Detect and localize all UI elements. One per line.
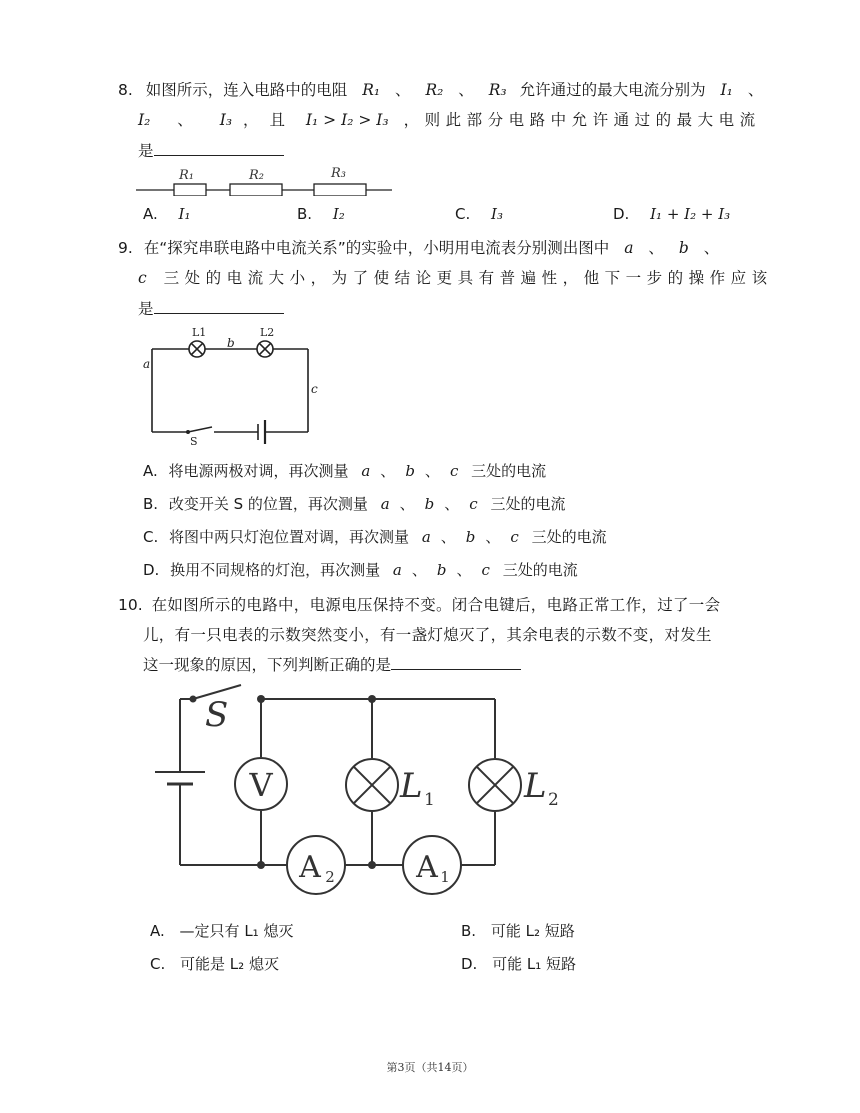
option-sep: 、 (444, 495, 460, 513)
q10-fig-l1-sub: 1 (424, 790, 435, 810)
ammeter-a2-icon (287, 836, 345, 894)
q10-line1 (118, 595, 720, 615)
option-a: a (392, 561, 402, 579)
q9-series-circuit-diagram (140, 322, 320, 446)
option-text: 可能 L₂ 短路 (490, 922, 575, 940)
option-text: 三处的电流 (502, 561, 578, 579)
option-label: D. (461, 955, 478, 973)
q9-fig-l1: L1 (192, 326, 207, 339)
option-text: 三处的电流 (490, 495, 566, 513)
option-sep: 、 (411, 561, 427, 579)
q10-fig-a2: A (299, 850, 321, 885)
option-b: b (465, 528, 476, 546)
ammeter-a1-icon (403, 836, 461, 894)
option-label: A. (143, 462, 158, 480)
q9-text-2: 三处的电流大小，为了使结论更具有普遍性，他下一步的操作应该 (163, 269, 773, 287)
lamp-l1-icon (189, 341, 205, 357)
voltmeter-icon (235, 758, 287, 810)
q10-fig-a2-sub: 2 (325, 868, 335, 886)
q9-option-d[interactable] (143, 559, 578, 580)
option-b: b (436, 561, 447, 579)
q8-line3 (138, 139, 284, 161)
q9-a: a (624, 239, 634, 257)
option-sep: 、 (424, 462, 440, 480)
q8-option-d[interactable] (613, 205, 730, 223)
q8-i3: I₃ (219, 111, 233, 129)
option-a: a (421, 528, 431, 546)
q9-fig-s: S (190, 435, 198, 446)
q10-option-b[interactable] (461, 920, 575, 941)
junction-dot-icon (257, 695, 265, 703)
q9-number: 9. (118, 239, 133, 257)
option-label: B. (143, 495, 159, 513)
option-text: 三处的电流 (531, 528, 607, 546)
option-b: b (405, 462, 415, 480)
q9-option-c[interactable] (143, 526, 607, 547)
q8-fig-r2: R₂ (249, 168, 264, 183)
option-text: 改变开关 S 的位置，再次测量 (168, 495, 368, 513)
q10-parallel-circuit-diagram (145, 684, 570, 914)
q8-text-3: ，则此部分电路中允许通过的最大电流 (403, 111, 761, 129)
q9-line2 (138, 268, 773, 288)
option-sep: 、 (456, 561, 472, 579)
option-label: D. (143, 561, 160, 579)
option-text: I₁ + I₂ + I₃ (650, 205, 731, 223)
option-sep: 、 (380, 462, 396, 480)
q8-line2 (138, 110, 761, 130)
q10-fig-l2-sub: 2 (548, 790, 559, 810)
q10-fig-l1: L (400, 766, 423, 806)
q8-text-1: 如图所示，连入电路中的电阻 (145, 81, 348, 99)
q8-text-2: 允许通过的最大电流分别为 (519, 81, 706, 99)
q10-fig-a1: A (416, 850, 438, 885)
resistor-r1-icon (174, 184, 206, 196)
option-c: c (510, 528, 519, 546)
q9-fig-c: c (311, 382, 318, 396)
option-text: I₃ (491, 205, 503, 223)
q9-text-1: 在“探究串联电路中电流关系”的实验中，小明用电流表分别测出图中 (143, 239, 610, 257)
q9-text-3: 是 (138, 300, 154, 318)
q9-c: c (138, 269, 147, 287)
q8-i1: I₁ (720, 81, 733, 99)
q10-fig-s: S (205, 695, 229, 735)
q10-line3 (143, 653, 521, 675)
q8-number: 8. (118, 81, 133, 99)
q8-r3: R₃ (488, 81, 507, 99)
option-text: 将图中两只灯泡位置对调，再次测量 (169, 528, 410, 546)
q10-answer-blank[interactable] (391, 653, 521, 670)
q10-fig-v: V (249, 766, 273, 804)
q8-i2: I₂ (138, 111, 151, 129)
option-b: b (424, 495, 435, 513)
q8-sep-3: 、 (747, 81, 764, 99)
option-text: I₂ (332, 205, 345, 223)
q9-fig-a: a (143, 357, 151, 371)
lamp-l2-icon (257, 341, 273, 357)
option-sep: 、 (485, 528, 501, 546)
q8-resistor-diagram (134, 162, 394, 196)
q8-line1 (118, 80, 763, 100)
junction-dot-icon (257, 861, 265, 869)
q8-qie: 且 (269, 111, 285, 129)
q8-r2: R₂ (425, 81, 444, 99)
q8-option-a[interactable] (143, 205, 191, 223)
page-footer: 第3页（共14页） (386, 1061, 474, 1074)
option-c: c (469, 495, 478, 513)
lamp-l2-icon (469, 759, 521, 811)
option-sep: 、 (399, 495, 415, 513)
q8-fig-r3: R₃ (331, 166, 346, 181)
q10-text-3: 这一现象的原因，下列判断正确的是 (143, 656, 392, 674)
option-text: 换用不同规格的灯泡，再次测量 (170, 561, 381, 579)
option-c: c (449, 462, 459, 480)
option-label: B. (297, 205, 313, 223)
q9-line3 (138, 297, 284, 319)
q9-option-b[interactable] (143, 493, 565, 514)
q10-fig-a1-sub: 1 (440, 868, 450, 886)
q8-text-4: 是 (138, 142, 154, 160)
q10-text-1: 在如图所示的电路中，电源电压保持不变。闭合电键后，电路正常工作，过了一会 (151, 596, 721, 614)
resistor-r3-icon (314, 184, 366, 196)
q10-fig-l2: L (524, 766, 547, 806)
junction-dot-icon (368, 695, 376, 703)
q9-b: b (678, 239, 689, 257)
switch-pivot-icon (186, 430, 190, 434)
resistor-r2-icon (230, 184, 282, 196)
option-label: C. (455, 205, 471, 223)
q9-sep-1: 、 (648, 239, 664, 257)
q9-sep-2: 、 (703, 239, 720, 257)
option-text: 三处的电流 (471, 462, 547, 480)
option-text: I₁ (178, 205, 191, 223)
q8-option-c[interactable] (455, 205, 503, 223)
option-label: A. (150, 922, 165, 940)
option-text: —定只有 L₁ 熄灭 (179, 922, 294, 940)
q8-answer-blank[interactable] (154, 139, 284, 156)
q10-text-2: 儿，有一只电表的示数突然变小，有一盏灯熄灭了，其余电表的示数不变，对发生 (143, 626, 712, 644)
q8-comma: ， (243, 111, 259, 129)
option-text: 将电源两极对调，再次测量 (168, 462, 349, 480)
q9-option-a[interactable] (143, 460, 546, 481)
switch-contact-icon (190, 696, 197, 703)
q9-answer-blank[interactable] (154, 297, 284, 314)
q8-sep-2: 、 (458, 81, 474, 99)
option-label: C. (150, 955, 166, 973)
q9-fig-b: b (227, 336, 235, 350)
option-sep: 、 (440, 528, 456, 546)
option-a: a (380, 495, 390, 513)
lamp-l1-icon (346, 759, 398, 811)
option-c: c (481, 561, 490, 579)
junction-dot-icon (368, 861, 376, 869)
q8-sep-1: 、 (395, 81, 411, 99)
q10-line2 (143, 625, 712, 645)
q10-option-d[interactable] (461, 953, 576, 974)
q8-condition: I₁ > I₂ > I₃ (305, 111, 389, 129)
option-label: D. (613, 205, 630, 223)
q8-fig-r1: R₁ (179, 168, 194, 183)
q9-fig-l2: L2 (260, 326, 275, 339)
option-text: 可能是 L₂ 熄灭 (180, 955, 279, 973)
q10-option-c[interactable] (150, 953, 279, 974)
q9-line1 (118, 238, 719, 258)
option-label: A. (143, 205, 158, 223)
q10-number: 10. (118, 596, 143, 614)
q8-r1: R₁ (362, 81, 381, 99)
option-a: a (361, 462, 371, 480)
option-label: C. (143, 528, 159, 546)
q10-option-a[interactable] (150, 920, 293, 941)
option-label: B. (461, 922, 477, 940)
q8-sep-4: 、 (177, 111, 193, 129)
option-text: 可能 L₁ 短路 (492, 955, 577, 973)
q8-option-b[interactable] (297, 205, 345, 223)
